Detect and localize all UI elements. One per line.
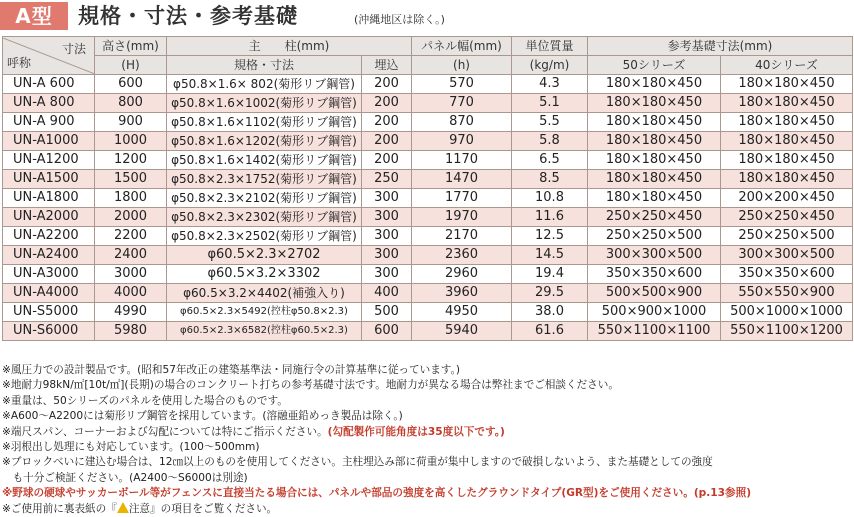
spec-table	[2, 36, 853, 341]
col-pillar-embed: 埋込	[362, 56, 412, 75]
row-panel-width: 2170	[412, 227, 512, 246]
note-4: ※A600〜A2200には菊形リブ鋼管を採用しています。(溶融亜鉛めっき製品は除く。)	[2, 410, 403, 423]
row-name: UN-A3000	[3, 265, 95, 284]
note-10	[2, 502, 852, 517]
col-height: 高さ(mm)	[95, 37, 167, 56]
row-height: 1200	[95, 151, 167, 170]
row-pillar-spec: φ50.8×2.3×2502(菊形リブ鋼管)	[167, 227, 362, 246]
row-name: UN-A2400	[3, 246, 95, 265]
col-pillar: 主 柱(mm)	[167, 37, 412, 56]
row-foundation-40: 250×250×500	[721, 227, 853, 246]
row-foundation-40: 200×200×450	[721, 189, 853, 208]
col-foundation-50: 50シリーズ	[588, 56, 721, 75]
row-foundation-40: 300×300×500	[721, 246, 853, 265]
row-height: 1500	[95, 170, 167, 189]
row-unit-mass: 38.0	[512, 303, 588, 322]
col-foundation-40: 40シリーズ	[721, 56, 853, 75]
row-foundation-50: 180×180×450	[588, 94, 721, 113]
row-height: 5980	[95, 322, 167, 341]
row-panel-width: 4950	[412, 303, 512, 322]
row-name: UN-A1800	[3, 189, 95, 208]
row-name: UN-A2000	[3, 208, 95, 227]
table-row	[3, 132, 853, 151]
row-name: UN-A1000	[3, 132, 95, 151]
row-height: 1000	[95, 132, 167, 151]
row-embed: 200	[362, 151, 412, 170]
row-height: 600	[95, 75, 167, 94]
table-row	[3, 322, 853, 341]
row-unit-mass: 14.5	[512, 246, 588, 265]
row-foundation-50: 180×180×450	[588, 132, 721, 151]
row-height: 2200	[95, 227, 167, 246]
row-height: 2400	[95, 246, 167, 265]
row-embed: 200	[362, 75, 412, 94]
row-panel-width: 1970	[412, 208, 512, 227]
row-unit-mass: 61.6	[512, 322, 588, 341]
row-embed: 250	[362, 170, 412, 189]
note-7: ※ブロックべいに建込む場合は、12㎝以上のものを使用してください。主柱埋込み部に荷重が集中しますので破損しないよう、また基礎としての強度	[2, 456, 713, 469]
row-foundation-40: 500×1000×1000	[721, 303, 853, 322]
row-embed: 600	[362, 322, 412, 341]
note-3: ※重量は、50シリーズのパネルを使用した場合のものです。	[2, 394, 288, 407]
row-foundation-40: 180×180×450	[721, 94, 853, 113]
row-name: UN-A 800	[3, 94, 95, 113]
row-foundation-40: 180×180×450	[721, 132, 853, 151]
row-pillar-spec: φ60.5×2.3×5492(控柱φ50.8×2.3)	[167, 303, 362, 322]
type-badge: A型	[0, 2, 68, 30]
note-10-text-end: 注意』の項目をご覧ください。	[128, 502, 278, 515]
note-6: ※羽根出し処理にも対応しています。(100〜500mm)	[2, 441, 260, 454]
note-2: ※地耐力98kN/㎡[10t/㎡](長期)の場合のコンクリート打ちの参考基礎寸法です。地耐力が異なる場合は弊社までご相談ください。	[2, 379, 619, 392]
row-pillar-spec: φ50.8×1.6×1202(菊形リブ鋼管)	[167, 132, 362, 151]
row-unit-mass: 29.5	[512, 284, 588, 303]
table-row	[3, 227, 853, 246]
row-pillar-spec: φ50.8×2.3×1752(菊形リブ鋼管)	[167, 170, 362, 189]
row-pillar-spec: φ60.5×2.3×2702	[167, 246, 362, 265]
corner-cell	[3, 37, 95, 75]
row-height: 1800	[95, 189, 167, 208]
row-foundation-40: 180×180×450	[721, 75, 853, 94]
row-foundation-50: 250×250×500	[588, 227, 721, 246]
note-5	[2, 425, 852, 440]
row-height: 2000	[95, 208, 167, 227]
row-foundation-50: 350×350×600	[588, 265, 721, 284]
row-panel-width: 770	[412, 94, 512, 113]
row-foundation-50: 500×900×1000	[588, 303, 721, 322]
row-pillar-spec: φ50.8×2.3×2302(菊形リブ鋼管)	[167, 208, 362, 227]
table-row	[3, 94, 853, 113]
row-name: UN-S5000	[3, 303, 95, 322]
row-panel-width: 2960	[412, 265, 512, 284]
note-10-text: ※ご使用前に裏表紙の『	[2, 502, 117, 515]
row-unit-mass: 5.1	[512, 94, 588, 113]
col-mass: 単位質量	[512, 37, 588, 56]
row-foundation-50: 250×250×450	[588, 208, 721, 227]
note-9: ※野球の硬球やサッカーボール等がフェンスに直接当たる場合には、パネルや部品の強度を高くしたグラウンドタイプ(GR型)をご使用ください。(p.13参照)	[2, 487, 752, 500]
notes	[2, 363, 852, 517]
row-foundation-40: 180×180×450	[721, 170, 853, 189]
row-embed: 300	[362, 265, 412, 284]
row-name: UN-A 600	[3, 75, 95, 94]
row-embed: 300	[362, 189, 412, 208]
row-unit-mass: 10.8	[512, 189, 588, 208]
page-subtitle: (沖縄地区は除く。)	[354, 13, 445, 26]
row-panel-width: 570	[412, 75, 512, 94]
row-foundation-40: 550×550×900	[721, 284, 853, 303]
table-row	[3, 170, 853, 189]
row-foundation-50: 180×180×450	[588, 189, 721, 208]
row-embed: 200	[362, 113, 412, 132]
row-unit-mass: 5.8	[512, 132, 588, 151]
row-pillar-spec: φ50.8×1.6× 802(菊形リブ鋼管)	[167, 75, 362, 94]
row-panel-width: 5940	[412, 322, 512, 341]
row-panel-width: 1770	[412, 189, 512, 208]
row-height: 800	[95, 94, 167, 113]
row-foundation-50: 300×300×500	[588, 246, 721, 265]
table-row	[3, 113, 853, 132]
table-row	[3, 284, 853, 303]
row-foundation-50: 550×1100×1100	[588, 322, 721, 341]
row-panel-width: 1470	[412, 170, 512, 189]
row-embed: 300	[362, 246, 412, 265]
table-row	[3, 189, 853, 208]
page-header	[0, 0, 854, 34]
row-embed: 300	[362, 208, 412, 227]
row-panel-width: 1170	[412, 151, 512, 170]
row-unit-mass: 5.5	[512, 113, 588, 132]
row-foundation-50: 180×180×450	[588, 113, 721, 132]
row-panel-width: 3960	[412, 284, 512, 303]
row-height: 4990	[95, 303, 167, 322]
row-foundation-40: 180×180×450	[721, 151, 853, 170]
row-name: UN-A2200	[3, 227, 95, 246]
row-embed: 200	[362, 132, 412, 151]
row-height: 4000	[95, 284, 167, 303]
row-panel-width: 970	[412, 132, 512, 151]
note-5-warning: (勾配製作可能角度は35度以下です。)	[327, 425, 505, 438]
row-unit-mass: 6.5	[512, 151, 588, 170]
row-height: 3000	[95, 265, 167, 284]
row-foundation-40: 180×180×450	[721, 113, 853, 132]
row-foundation-50: 180×180×450	[588, 170, 721, 189]
table-row	[3, 265, 853, 284]
row-panel-width: 2360	[412, 246, 512, 265]
spec-table-body	[3, 75, 853, 341]
note-8: も十分ご検証ください。(A2400〜S6000は別途)	[2, 471, 248, 484]
row-name: UN-S6000	[3, 322, 95, 341]
row-name: UN-A1200	[3, 151, 95, 170]
row-pillar-spec: φ50.8×2.3×2102(菊形リブ鋼管)	[167, 189, 362, 208]
note-1: ※風圧力での設計製品です。(昭和57年改正の建築基準法・同施行令の計算基準に従っています。)	[2, 364, 460, 376]
table-row	[3, 151, 853, 170]
row-embed: 300	[362, 227, 412, 246]
corner-bottom-label: 呼称	[7, 55, 32, 70]
col-pillar-spec: 規格・寸法	[167, 56, 362, 75]
row-unit-mass: 19.4	[512, 265, 588, 284]
row-embed: 200	[362, 94, 412, 113]
corner-top-label: 寸法	[61, 41, 86, 56]
row-foundation-50: 180×180×450	[588, 75, 721, 94]
row-embed: 400	[362, 284, 412, 303]
row-foundation-40: 350×350×600	[721, 265, 853, 284]
page-title: 規格・寸法・参考基礎	[78, 4, 298, 28]
row-foundation-40: 550×1100×1200	[721, 322, 853, 341]
col-mass-unit: (kg/m)	[512, 56, 588, 75]
table-row	[3, 75, 853, 94]
row-unit-mass: 8.5	[512, 170, 588, 189]
col-foundation: 参考基礎寸法(mm)	[588, 37, 853, 56]
row-unit-mass: 12.5	[512, 227, 588, 246]
row-embed: 500	[362, 303, 412, 322]
row-unit-mass: 11.6	[512, 208, 588, 227]
row-pillar-spec: φ60.5×3.2×4402(補強入り)	[167, 284, 362, 303]
row-name: UN-A1500	[3, 170, 95, 189]
row-pillar-spec: φ50.8×1.6×1102(菊形リブ鋼管)	[167, 113, 362, 132]
warning-triangle-icon	[117, 502, 129, 513]
col-panel: パネル幅(mm)	[412, 37, 512, 56]
table-row	[3, 303, 853, 322]
row-pillar-spec: φ50.8×1.6×1402(菊形リブ鋼管)	[167, 151, 362, 170]
row-unit-mass: 4.3	[512, 75, 588, 94]
table-row	[3, 246, 853, 265]
note-5-text: ※端尺スパン、コーナーおよび勾配については特にご指示ください。	[2, 425, 328, 438]
row-foundation-50: 180×180×450	[588, 151, 721, 170]
col-height-unit: (H)	[95, 56, 167, 75]
row-pillar-spec: φ60.5×2.3×6582(控柱φ60.5×2.3)	[167, 322, 362, 341]
row-panel-width: 870	[412, 113, 512, 132]
row-pillar-spec: φ60.5×3.2×3302	[167, 265, 362, 284]
table-row	[3, 208, 853, 227]
row-height: 900	[95, 113, 167, 132]
row-pillar-spec: φ50.8×1.6×1002(菊形リブ鋼管)	[167, 94, 362, 113]
row-foundation-50: 500×500×900	[588, 284, 721, 303]
col-panel-unit: (h)	[412, 56, 512, 75]
row-foundation-40: 250×250×450	[721, 208, 853, 227]
row-name: UN-A 900	[3, 113, 95, 132]
row-name: UN-A4000	[3, 284, 95, 303]
